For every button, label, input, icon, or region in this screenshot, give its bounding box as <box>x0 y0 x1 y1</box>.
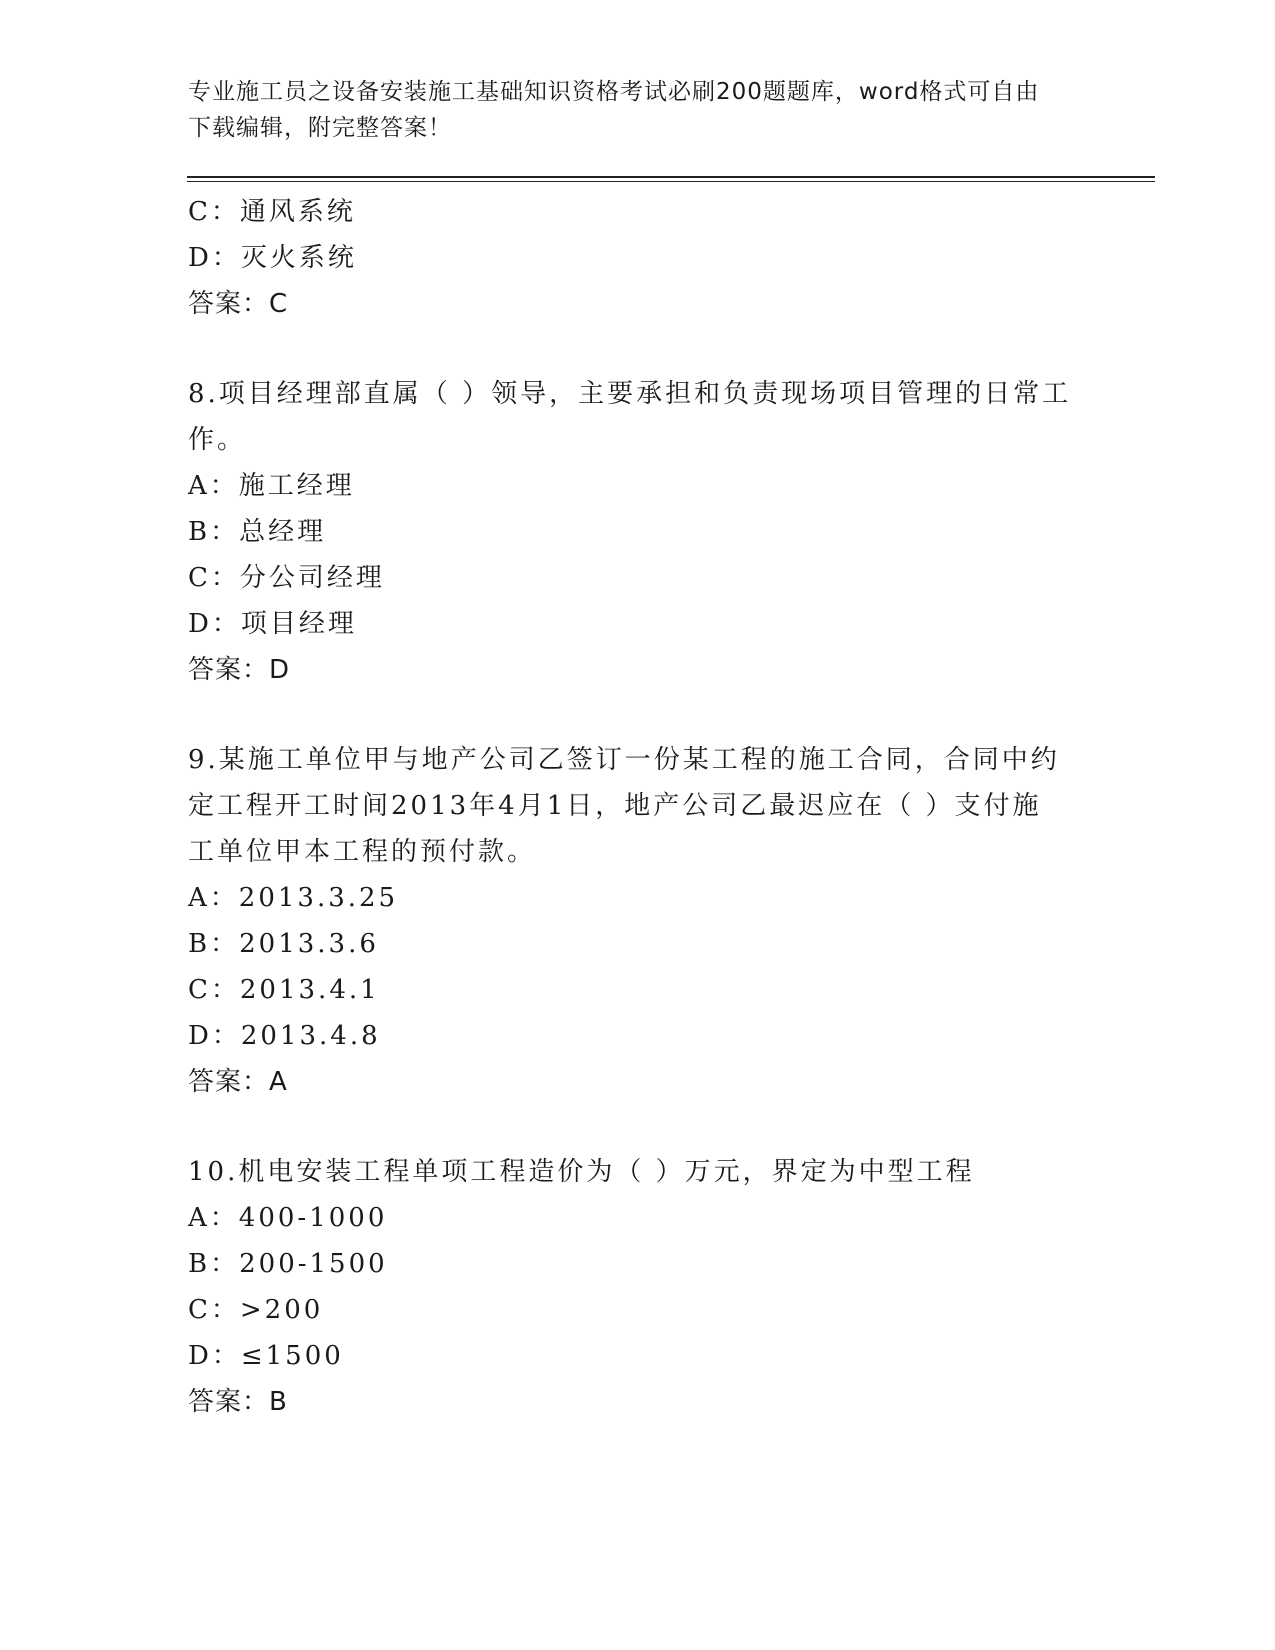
question-8 <box>188 371 1088 693</box>
question-text-line: 8.项目经理部直属（ ）领导，主要承担和负责现场项目管理的日常工 <box>188 379 1072 409</box>
header-title-line-2: 下载编辑，附完整答案！ <box>188 115 452 141</box>
question-content <box>188 189 1088 1425</box>
option-c: C：分公司经理 <box>188 563 385 593</box>
option-a: A：400-1000 <box>188 1203 388 1233</box>
question-9 <box>188 737 1088 1105</box>
option-b: B：200-1500 <box>188 1249 388 1279</box>
question-text-line: 作。 <box>188 425 247 455</box>
header-divider-thick <box>187 176 1155 178</box>
option-a: A：2013.3.25 <box>188 883 399 913</box>
option-b: B：2013.3.6 <box>188 929 379 959</box>
spacer <box>188 693 1088 737</box>
question-text-line: 工单位甲本工程的预付款。 <box>188 837 537 867</box>
question-text-line: 10.机电安装工程单项工程造价为（ ）万元，界定为中型工程 <box>188 1157 975 1187</box>
spacer <box>188 327 1088 371</box>
option-d: D：≤1500 <box>188 1341 344 1371</box>
document-header <box>188 74 1088 146</box>
option-d: D：项目经理 <box>188 609 357 639</box>
option-d: D：2013.4.8 <box>188 1021 381 1051</box>
option-b: B：总经理 <box>188 517 327 547</box>
option-d: D：灭火系统 <box>188 243 357 273</box>
option-c: C：2013.4.1 <box>188 975 380 1005</box>
answer-line: 答案：A <box>188 1067 288 1097</box>
answer-line: 答案：D <box>188 655 291 685</box>
question-7-continued <box>188 189 1088 327</box>
option-a: A：施工经理 <box>188 471 355 501</box>
option-c: C：>200 <box>188 1295 324 1325</box>
question-text-line: 定工程开工时间2013年4月1日，地产公司乙最迟应在（ ）支付施 <box>188 791 1042 821</box>
question-10 <box>188 1149 1088 1425</box>
header-divider-thin <box>187 181 1155 182</box>
option-c: C：通风系统 <box>188 197 356 227</box>
answer-line: 答案：C <box>188 289 289 319</box>
question-text-line: 9.某施工单位甲与地产公司乙签订一份某工程的施工合同，合同中约 <box>188 745 1060 775</box>
header-title-line-1: 专业施工员之设备安装施工基础知识资格考试必刷200题题库，word格式可自由 <box>188 79 1040 105</box>
spacer <box>188 1105 1088 1149</box>
answer-line: 答案：B <box>188 1387 288 1417</box>
